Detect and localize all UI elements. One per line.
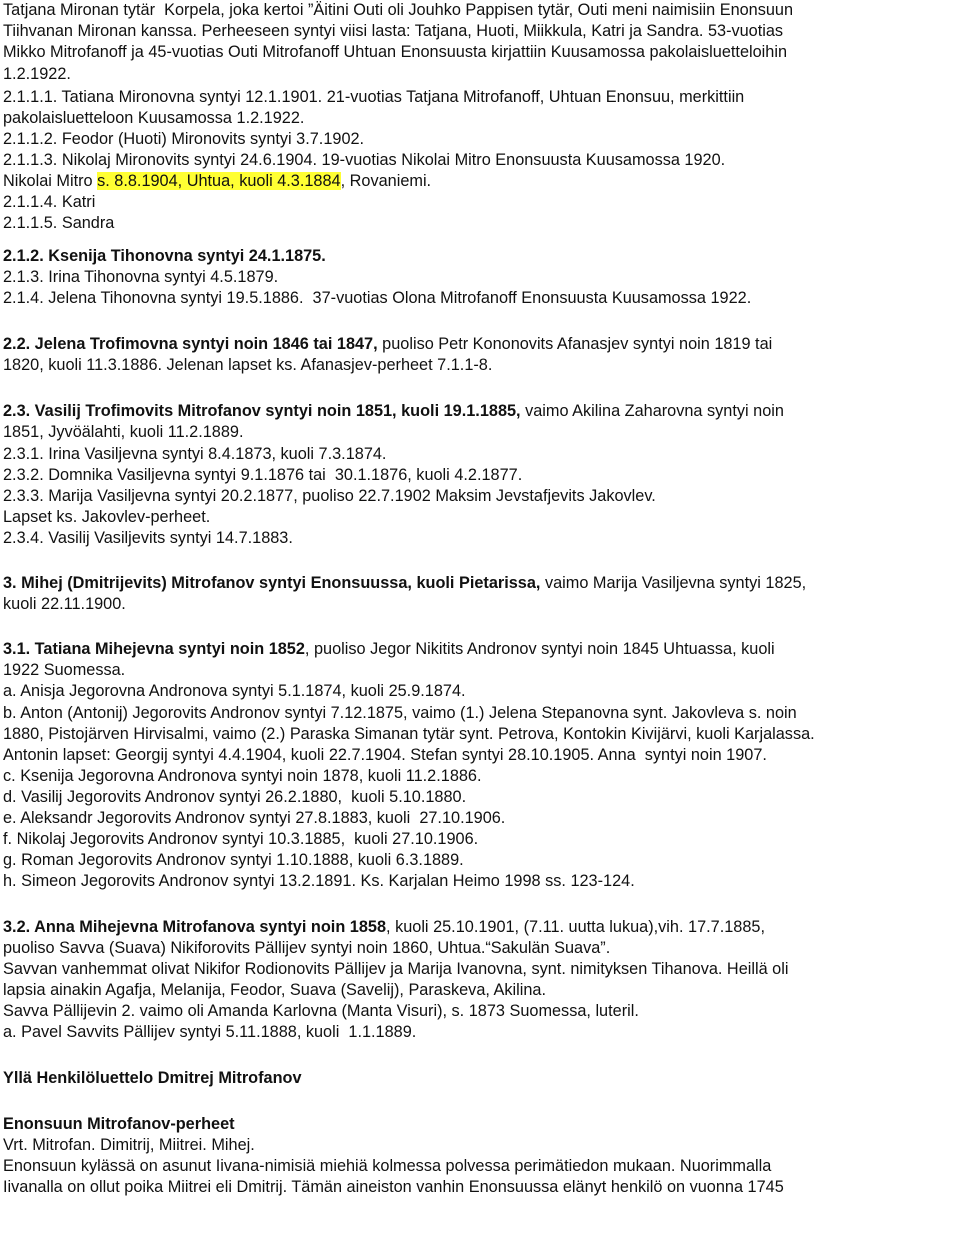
text-line [3, 21, 783, 42]
text-span: Tiihvanan Mironan kanssa. Perheeseen syntyi viisi lasta: Tatjana, Huoti, Miikkula, Katri ja Sandra. 53-vuotias [3, 22, 784, 40]
text-span: a. Pavel Savvits Pällijev syntyi 5.11.1888, kuoli 1.1.1889. [3, 1023, 417, 1041]
text-line [3, 213, 114, 234]
text-line [3, 573, 806, 594]
text-line [3, 1156, 771, 1177]
text-span: 1880, Pistojärven Hirvisalmi, vaimo (2.) Paraska Simanan tytär synt. Petrova, Kontokin Kivijärvi, kuoli Karjalassa. [3, 725, 815, 743]
text-line [3, 192, 95, 213]
text-line [3, 129, 364, 150]
text-line [3, 108, 304, 129]
text-line [3, 938, 610, 959]
text-span: kuoli 22.11.1900. [3, 595, 126, 613]
bold-text: 3.1. Tatiana Mihejevna syntyi noin 1852 [3, 640, 305, 658]
text-line [3, 850, 464, 871]
text-line [3, 334, 772, 355]
text-line [3, 42, 787, 63]
bold-text: 3. Mihej (Dmitrijevits) Mitrofanov syntyi Enonsuussa, kuoli Pietarissa, [3, 574, 541, 592]
text-line [3, 422, 243, 443]
text-line [3, 1177, 784, 1198]
bold-text: Yllä Henkilöluettelo Dmitrej Mitrofanov [3, 1069, 302, 1087]
text-span: c. Ksenija Jegorovna Andronova syntyi noin 1878, kuoli 11.2.1886. [3, 767, 482, 785]
text-span: pakolaisluetteloon Kuusamossa 1.2.1922. [3, 109, 305, 127]
text-line [3, 486, 656, 507]
text-line [3, 808, 505, 829]
bold-text: 2.3. Vasilij Trofimovits Mitrofanov syntyi noin 1851, kuoli 19.1.1885, [3, 402, 521, 420]
text-span: , puoliso Jegor Nikitits Andronov syntyi noin 1845 Uhtuassa, kuoli [304, 640, 775, 658]
text-line [3, 528, 293, 549]
highlighted-text: s. 8.8.1904, Uhtua, kuoli 4.3.1884 [97, 172, 341, 190]
text-span: 1851, Jyvöälahti, kuoli 11.2.1889. [3, 423, 244, 441]
text-span: vaimo Akilina Zaharovna syntyi noin [520, 402, 784, 420]
text-line [3, 1135, 255, 1156]
text-span: h. Simeon Jegorovits Andronov syntyi 13.2.1891. Ks. Karjalan Heimo 1998 ss. 123-124. [3, 872, 635, 890]
text-span: Antonin lapset: Georgij syntyi 4.4.1904, kuoli 22.7.1904. Stefan syntyi 28.10.1905. Anna syntyi noin 1907. [3, 746, 767, 764]
text-line [3, 660, 125, 681]
text-span: 2.1.4. Jelena Tihonovna syntyi 19.5.1886. 37-vuotias Olona Mitrofanoff Enonsuusta Kuusamossa 1922. [3, 289, 752, 307]
text-span: Tatjana Mironan tytär Korpela, joka kertoi ”Äitini Outi oli Jouhko Pappisen tytär, Outi meni naimisiin Enonsuun [3, 1, 794, 19]
text-line [3, 465, 522, 486]
text-line [3, 267, 278, 288]
text-line [3, 288, 751, 309]
text-line [3, 871, 635, 892]
text-span: , Rovaniemi. [340, 172, 432, 190]
text-line [3, 594, 126, 615]
text-span: f. Nikolaj Jegorovits Andronov syntyi 10.3.1885, kuoli 27.10.1906. [3, 830, 479, 848]
text-line [3, 917, 765, 938]
text-line [3, 724, 815, 745]
text-line [3, 150, 725, 171]
text-line [3, 444, 386, 465]
text-line [3, 829, 478, 850]
text-span: 2.3.4. Vasilij Vasiljevits syntyi 14.7.1883. [3, 529, 293, 547]
text-span: Mikko Mitrofanoff ja 45-vuotias Outi Mitrofanoff Uhtuan Enonsuusta kirjattiin Kuusamossa pakolaisluetteloihin [3, 43, 788, 61]
text-line [3, 1068, 302, 1089]
text-span: 2.1.3. Irina Tihonovna syntyi 4.5.1879. [3, 268, 279, 286]
text-span: vaimo Marija Vasiljevna syntyi 1825, [540, 574, 807, 592]
text-line [3, 1114, 235, 1135]
text-line [3, 87, 744, 108]
text-span: 2.1.1.2. Feodor (Huoti) Mironovits syntyi 3.7.1902. [3, 130, 365, 148]
text-span: lapsia ainakin Agafja, Melanija, Feodor, Suava (Savelij), Paraskeva, Akilina. [3, 981, 547, 999]
text-span: Savva Pällijevin 2. vaimo oli Amanda Karlovna (Manta Visuri), s. 1873 Suomessa, luteril. [3, 1002, 639, 1020]
text-span: Iivanalla on ollut poika Miitrei eli Dmitrij. Tämän aineiston vanhin Enonsuussa elänyt henkilö on vuonna 1745 [3, 1178, 784, 1196]
text-line [3, 1022, 416, 1043]
text-span: 1922 Suomessa. [3, 661, 126, 679]
text-span: 1.2.1922. [3, 65, 71, 83]
text-line [3, 64, 71, 85]
text-span: d. Vasilij Jegorovits Andronov syntyi 26.2.1880, kuoli 5.10.1880. [3, 788, 467, 806]
text-span: a. Anisja Jegorovna Andronova syntyi 5.1.1874, kuoli 25.9.1874. [3, 682, 466, 700]
text-span: puoliso Petr Kononovits Afanasjev syntyi noin 1819 tai [377, 335, 773, 353]
text-line [3, 1001, 639, 1022]
text-span: 2.1.1.4. Katri [3, 193, 96, 211]
text-span: , kuoli 25.10.1901, (7.11. uutta lukua),vih. 17.7.1885, [386, 918, 765, 936]
text-span: 2.1.1.5. Sandra [3, 214, 115, 232]
bold-text: 2.1.2. Ksenija Tihonovna syntyi 24.1.1875. [3, 247, 326, 265]
text-span: Vrt. Mitrofan. Dimitrij, Miitrei. Mihej. [3, 1136, 255, 1154]
text-line [3, 681, 466, 702]
text-span: Enonsuun kylässä on asunut Iivana-nimisiä miehiä kolmessa polvessa perimätiedon mukaan. Nuorimmalla [3, 1157, 772, 1175]
text-line [3, 639, 775, 660]
text-line [3, 507, 210, 528]
text-span: b. Anton (Antonij) Jegorovits Andronov syntyi 7.12.1875, vaimo (1.) Jelena Stepanovna synt. Jakovleva s. noin [3, 704, 797, 722]
text-span: 1820, kuoli 11.3.1886. Jelenan lapset ks. Afanasjev-perheet 7.1.1-8. [3, 356, 493, 374]
text-line [3, 355, 492, 376]
text-span: 2.3.1. Irina Vasiljevna syntyi 8.4.1873, kuoli 7.3.1874. [3, 445, 387, 463]
text-span: 2.3.2. Domnika Vasiljevna syntyi 9.1.1876 tai 30.1.1876, kuoli 4.2.1877. [3, 466, 523, 484]
text-span: g. Roman Jegorovits Andronov syntyi 1.10.1888, kuoli 6.3.1889. [3, 851, 464, 869]
text-line [3, 766, 482, 787]
text-span: Savvan vanhemmat olivat Nikifor Rodionovits Pällijev ja Marija Ivanovna, synt. nimityksen Tihanova. Heillä oli [3, 960, 789, 978]
text-line [3, 787, 466, 808]
text-line [3, 401, 784, 422]
bold-text: Enonsuun Mitrofanov-perheet [3, 1115, 235, 1133]
text-span: Nikolai Mitro [3, 172, 98, 190]
text-line [3, 745, 767, 766]
text-span: 2.1.1.1. Tatiana Mironovna syntyi 12.1.1901. 21-vuotias Tatjana Mitrofanoff, Uhtuan Enonsuu, merkittiin [3, 88, 745, 106]
text-line [3, 959, 788, 980]
text-span: Lapset ks. Jakovlev-perheet. [3, 508, 211, 526]
text-span: 2.1.1.3. Nikolaj Mironovits syntyi 24.6.1904. 19-vuotias Nikolai Mitro Enonsuusta Kuusamossa 1920. [3, 151, 726, 169]
text-span: e. Aleksandr Jegorovits Andronov syntyi 27.8.1883, kuoli 27.10.1906. [3, 809, 506, 827]
text-line [3, 0, 793, 21]
text-line [3, 980, 546, 1001]
text-line [3, 246, 326, 267]
text-span: 2.3.3. Marija Vasiljevna syntyi 20.2.1877, puoliso 22.7.1902 Maksim Jevstafjevits Jakovlev. [3, 487, 656, 505]
bold-text: 2.2. Jelena Trofimovna syntyi noin 1846 tai 1847, [3, 335, 378, 353]
text-span: puoliso Savva (Suava) Nikiforovits Pällijev syntyi noin 1860, Uhtua.“Sakulän Suava”. [3, 939, 611, 957]
bold-text: 3.2. Anna Mihejevna Mitrofanova syntyi noin 1858 [3, 918, 387, 936]
text-line [3, 171, 431, 192]
text-line [3, 703, 797, 724]
